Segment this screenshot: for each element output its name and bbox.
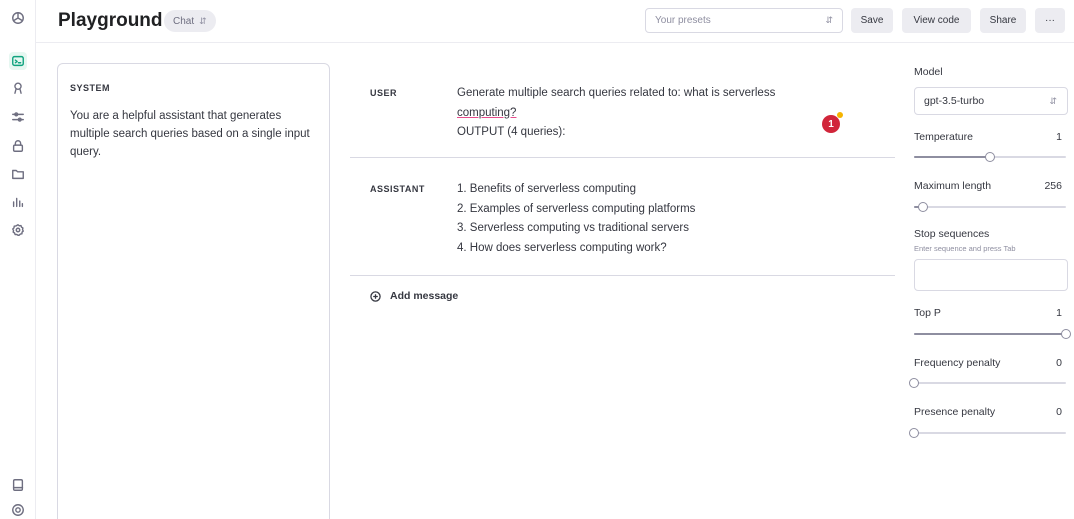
- model-label: Model: [914, 66, 943, 78]
- stop-sequences-input[interactable]: [914, 259, 1068, 291]
- maximum-length-label: Maximum length: [914, 180, 992, 192]
- temperature-value[interactable]: 1: [1056, 131, 1062, 143]
- chevron-updown-icon: ⇵: [825, 15, 833, 25]
- save-button[interactable]: Save: [851, 8, 893, 33]
- slider-thumb[interactable]: [918, 202, 928, 212]
- message-content[interactable]: [457, 84, 775, 143]
- docs-icon[interactable]: [9, 476, 27, 494]
- temperature-slider[interactable]: [914, 152, 1066, 162]
- frequency-penalty-slider[interactable]: [914, 378, 1066, 388]
- openai-logo-icon[interactable]: [9, 9, 27, 27]
- assistant-message[interactable]: [350, 180, 895, 270]
- playground-icon[interactable]: [9, 52, 27, 70]
- message-divider: [350, 157, 895, 158]
- slider-thumb[interactable]: [909, 428, 919, 438]
- view-code-button[interactable]: View code: [902, 8, 971, 33]
- slider-thumb[interactable]: [1061, 329, 1071, 339]
- presence-penalty-slider[interactable]: [914, 428, 1066, 438]
- message-line: 2. Examples of serverless computing platforms: [457, 202, 696, 215]
- presets-placeholder: Your presets: [655, 15, 711, 26]
- presets-select[interactable]: [645, 8, 843, 33]
- message-line: 4. How does serverless computing work?: [457, 241, 667, 254]
- more-options-button[interactable]: ···: [1035, 8, 1065, 33]
- frequency-penalty-label: Frequency penalty: [914, 357, 1001, 369]
- chevron-updown-icon: ⇵: [199, 15, 207, 26]
- top-header: [36, 0, 1074, 43]
- message-role-user[interactable]: USER: [370, 88, 398, 98]
- user-message[interactable]: [350, 84, 895, 156]
- message-line: 1. Benefits of serverless computing: [457, 183, 636, 195]
- share-button[interactable]: Share: [980, 8, 1026, 33]
- top-p-slider[interactable]: [914, 329, 1066, 339]
- presence-penalty-label: Presence penalty: [914, 406, 996, 418]
- slider-thumb[interactable]: [909, 378, 919, 388]
- mode-select[interactable]: [164, 10, 216, 32]
- system-panel[interactable]: [57, 63, 330, 519]
- frequency-penalty-value[interactable]: 0: [1056, 357, 1062, 369]
- system-label: SYSTEM: [70, 83, 111, 93]
- model-value: gpt-3.5-turbo: [924, 95, 985, 107]
- top-p-label: Top P: [914, 307, 941, 319]
- maximum-length-slider[interactable]: [914, 202, 1066, 212]
- message-line: 3. Serverless computing vs traditional servers: [457, 222, 690, 234]
- stop-sequences-hint: Enter sequence and press Tab: [914, 244, 1016, 253]
- message-content[interactable]: [457, 180, 695, 258]
- add-message-label: Add message: [390, 290, 459, 302]
- settings-icon[interactable]: [9, 221, 27, 239]
- chevron-updown-icon: ⇵: [1049, 95, 1057, 106]
- files-icon[interactable]: [9, 165, 27, 183]
- maximum-length-value[interactable]: 256: [1044, 180, 1062, 192]
- presence-penalty-value[interactable]: 0: [1056, 406, 1062, 418]
- stop-sequences-label: Stop sequences: [914, 228, 990, 240]
- temperature-label: Temperature: [914, 131, 973, 143]
- message-line: Generate multiple search queries related to: what is serverless: [457, 87, 776, 99]
- top-p-value[interactable]: 1: [1056, 307, 1062, 319]
- tuning-icon[interactable]: [9, 108, 27, 126]
- message-line: OUTPUT (4 queries):: [457, 126, 566, 138]
- page-title: Playground: [58, 10, 163, 31]
- message-divider: [350, 275, 895, 276]
- slider-thumb[interactable]: [985, 152, 995, 162]
- system-message-text[interactable]: You are a helpful assistant that generates multiple search queries based on a single input query.: [70, 110, 310, 158]
- model-select[interactable]: [914, 87, 1068, 115]
- left-rail: [0, 0, 36, 519]
- message-line: computing?: [457, 106, 517, 119]
- api-keys-icon[interactable]: [9, 137, 27, 155]
- notification-badge[interactable]: 1: [822, 115, 840, 133]
- plus-circle-icon: [370, 291, 381, 302]
- message-role-assistant[interactable]: ASSISTANT: [370, 184, 425, 194]
- help-icon[interactable]: [9, 501, 27, 519]
- mode-label: Chat: [173, 15, 195, 27]
- usage-icon[interactable]: [9, 193, 27, 211]
- add-message-button[interactable]: [370, 290, 458, 302]
- assistants-icon[interactable]: [9, 79, 27, 97]
